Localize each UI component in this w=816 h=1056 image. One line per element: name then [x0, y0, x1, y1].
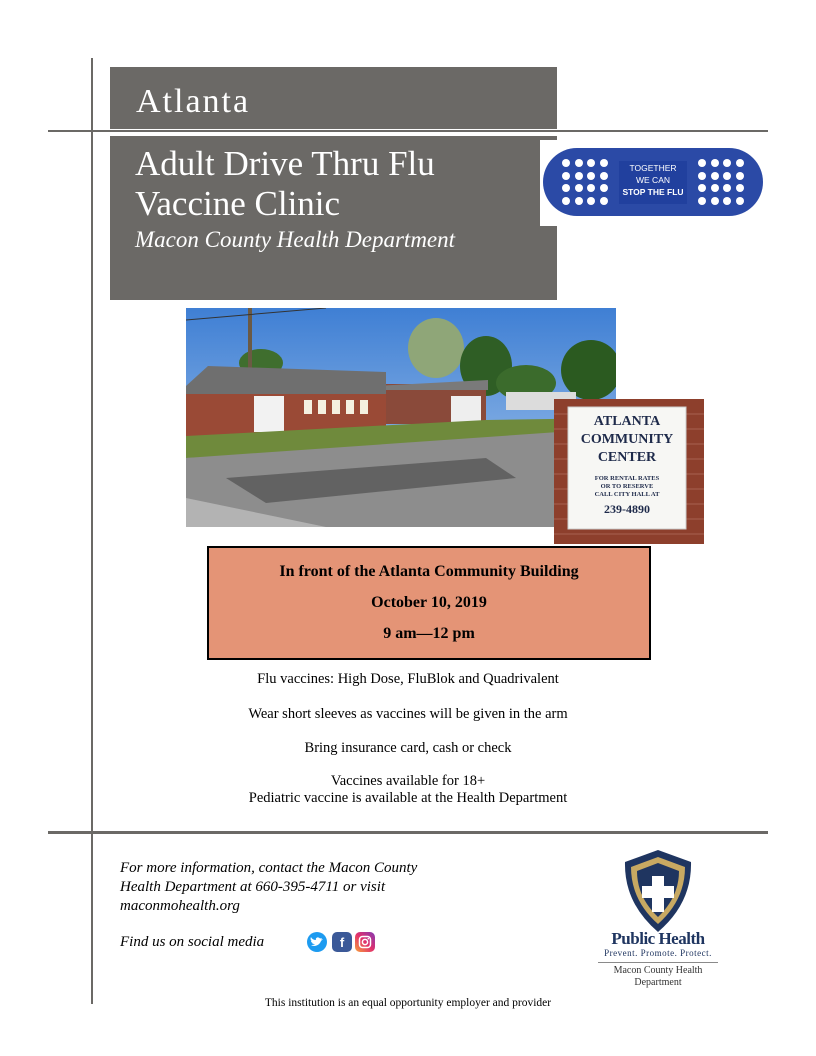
- logo-tagline: Prevent. Promote. Protect.: [604, 948, 712, 958]
- town-name: Atlanta: [136, 83, 251, 120]
- event-location: In front of the Atlanta Community Building: [279, 563, 579, 580]
- sign-line-3: CENTER: [597, 450, 657, 465]
- badge-line-3: STOP THE FLU: [622, 187, 684, 197]
- logo-dept-1: Macon County Health: [613, 965, 703, 976]
- frame-bottom-line: [48, 831, 768, 834]
- title-banner: [110, 136, 557, 300]
- equal-opportunity-statement: This institution is an equal opportunity employer and provider: [264, 997, 552, 1009]
- event-time: 9 am—12 pm: [383, 625, 475, 642]
- flyer-title: Adult Drive Thru Flu Vaccine Clinic: [135, 144, 435, 223]
- pediatric-note: Pediatric vaccine is available at the Health Department: [248, 790, 568, 806]
- bandaid-dots-left: [561, 158, 609, 206]
- sign-small-3: CALL CITY HALL AT: [594, 491, 660, 498]
- badge-line-1: TOGETHER: [629, 163, 677, 173]
- vaccine-types: Flu vaccines: High Dose, FluBlok and Quadrivalent: [257, 671, 559, 687]
- badge-line-2: WE CAN: [636, 175, 670, 185]
- frame-top-line: [48, 130, 768, 132]
- facebook-icon[interactable]: f: [332, 932, 352, 952]
- frame-vertical-line: [91, 58, 93, 1004]
- bring-note: Bring insurance card, cash or check: [304, 740, 512, 756]
- flyer-subtitle: Macon County Health Department: [135, 227, 456, 252]
- sign-phone: 239-4890: [604, 502, 650, 516]
- public-health-logo: [588, 848, 728, 990]
- age-note: Vaccines available for 18+: [330, 773, 486, 789]
- event-info-box: [207, 546, 651, 660]
- sign-line-2: COMMUNITY: [580, 432, 674, 447]
- community-building-photo: [186, 308, 616, 527]
- contact-line-1: For more information, contact the Macon County: [120, 860, 418, 876]
- logo-title: Public Health: [611, 929, 705, 948]
- logo-dept-2: Department: [634, 977, 682, 988]
- town-banner: [110, 67, 557, 129]
- sign-small-2: OR TO RESERVE: [600, 483, 654, 490]
- event-date: October 10, 2019: [371, 594, 487, 611]
- contact-website[interactable]: maconmohealth.org: [120, 898, 240, 914]
- twitter-icon[interactable]: [307, 932, 327, 952]
- social-media-label: Find us on social media: [120, 934, 265, 950]
- stop-the-flu-bandaid-badge: [543, 148, 763, 216]
- bandaid-text-pad: [619, 161, 687, 204]
- sleeves-note: Wear short sleeves as vaccines will be given in the arm: [248, 706, 568, 722]
- community-center-sign-photo: [554, 399, 704, 544]
- instagram-icon[interactable]: [355, 932, 375, 952]
- sign-line-1: ATLANTA: [593, 414, 661, 429]
- sign-small-1: FOR RENTAL RATES: [594, 475, 660, 482]
- logo-divider: [598, 962, 718, 963]
- contact-line-2: Health Department at 660-395-4711 or visit: [120, 879, 386, 895]
- bandaid-dots-right: [697, 158, 745, 206]
